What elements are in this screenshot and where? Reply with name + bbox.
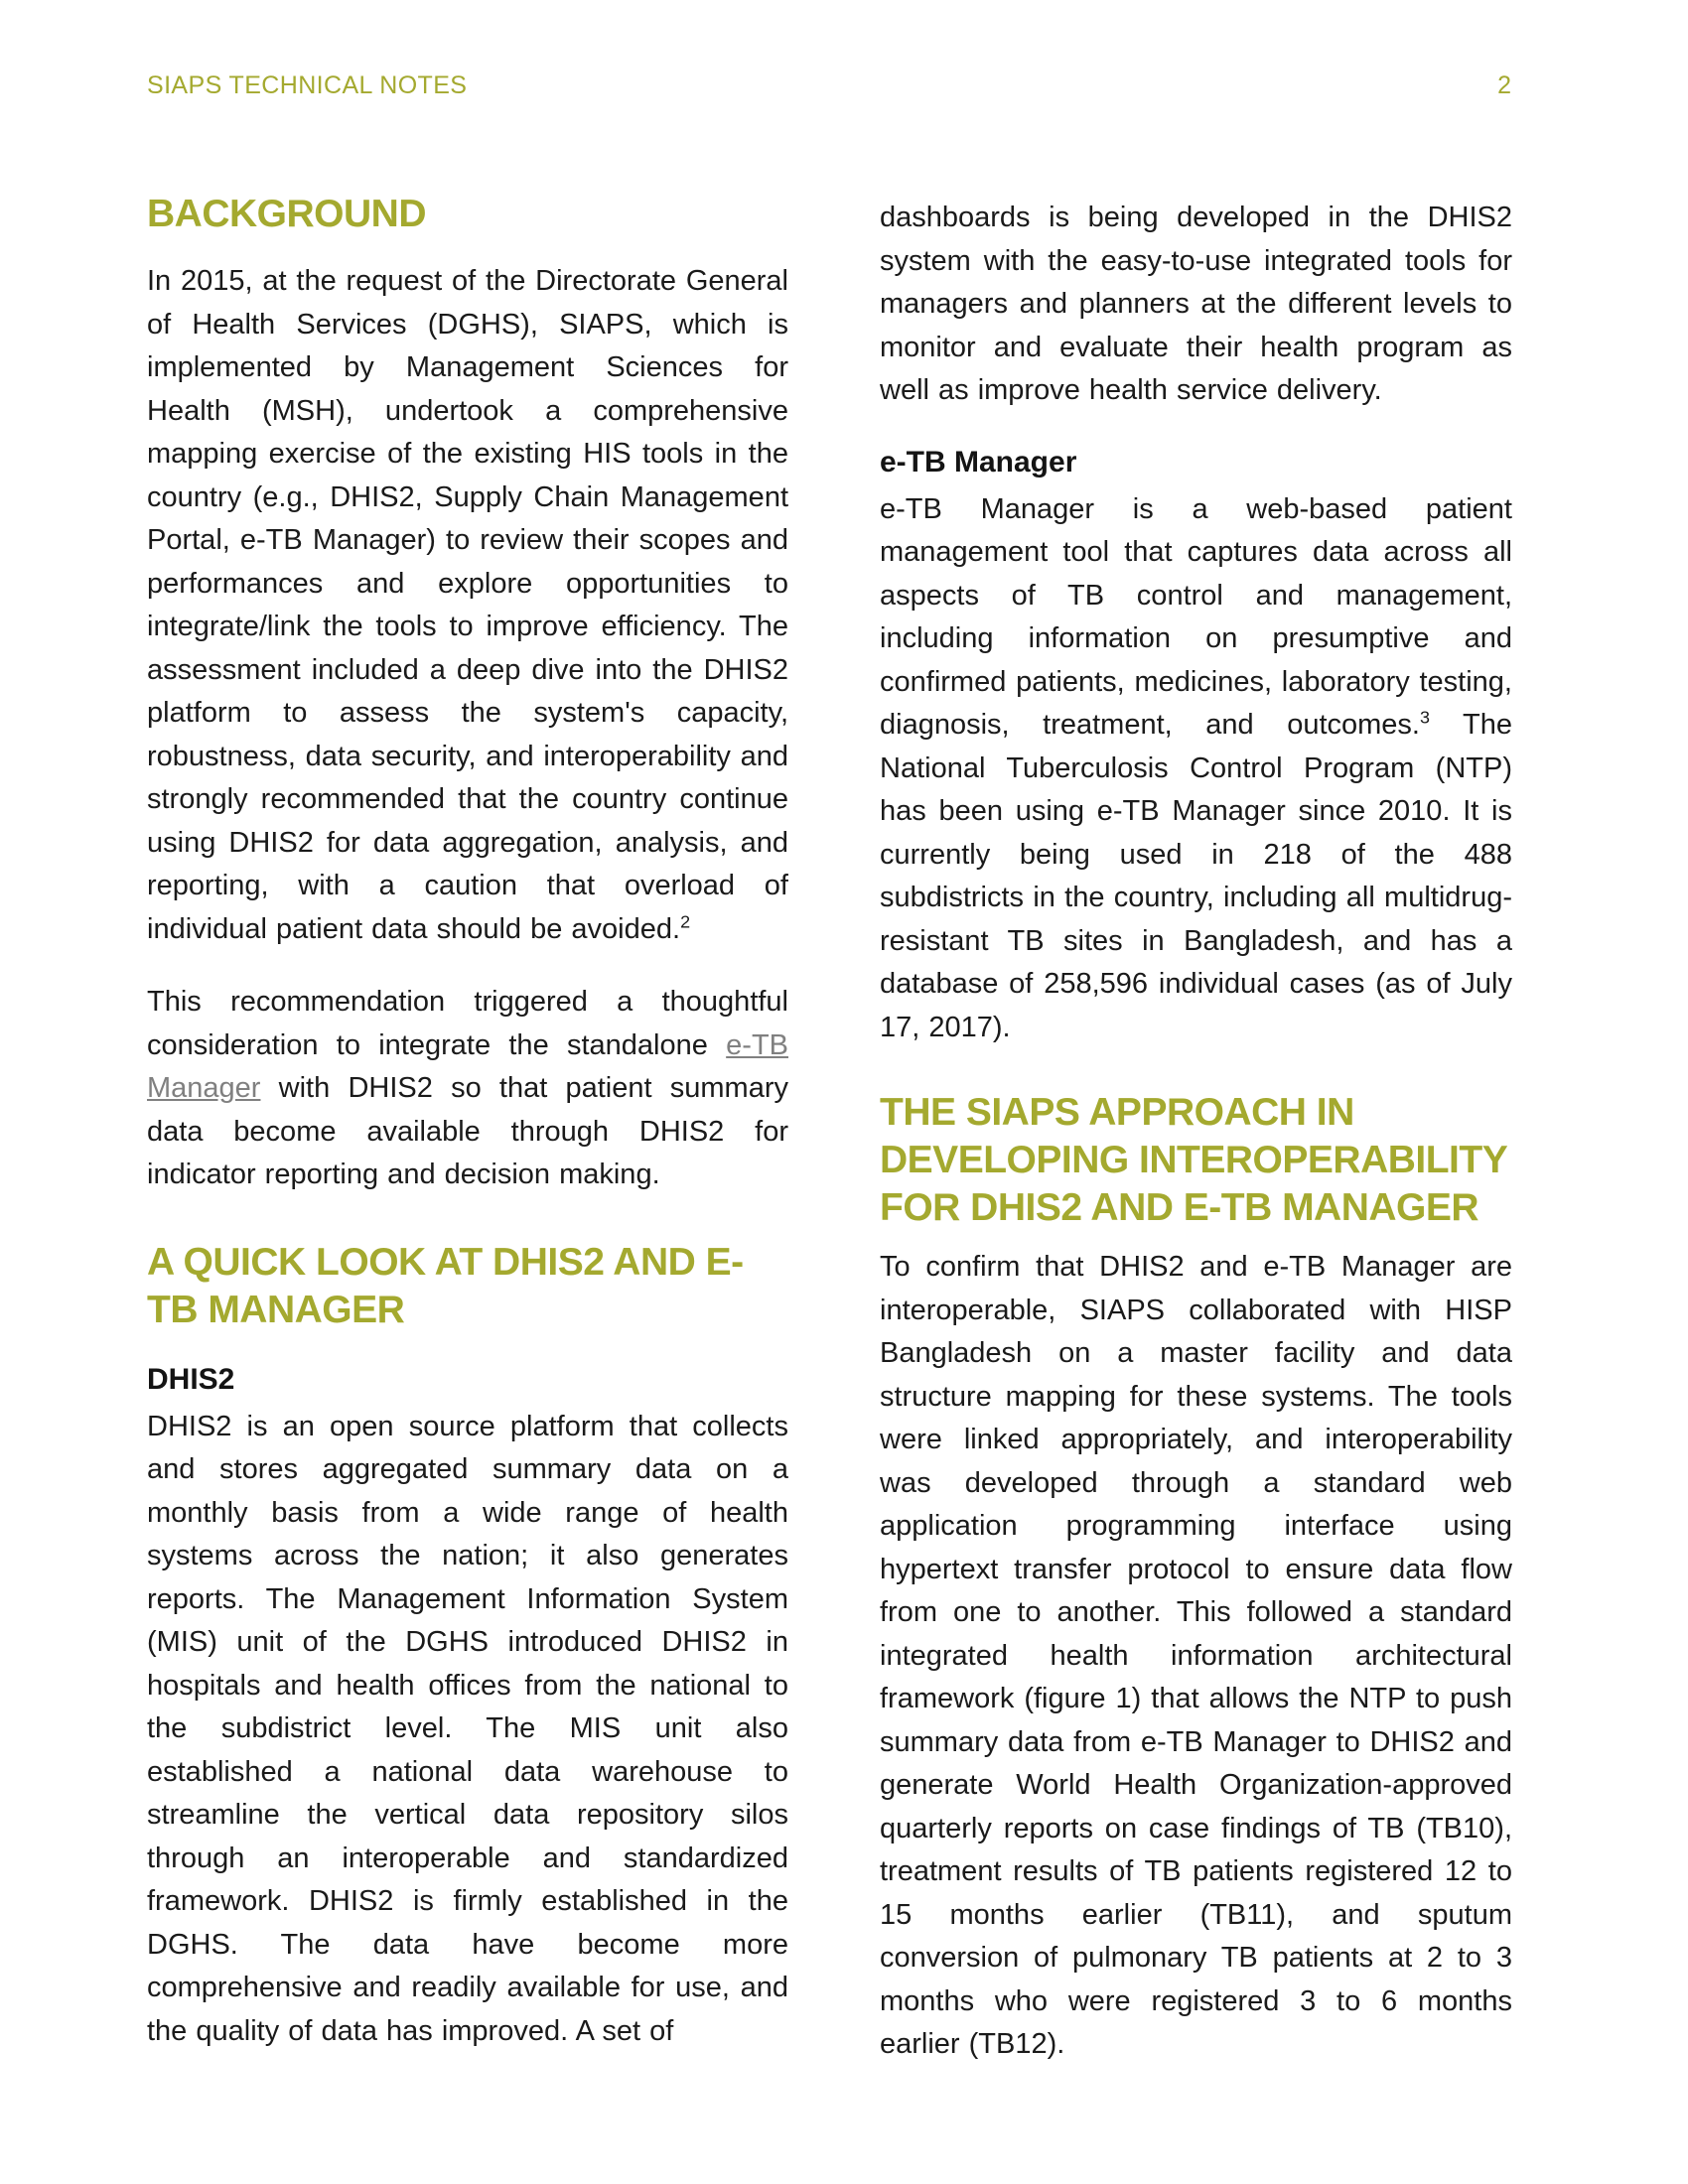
footnote-ref-2: 2 (680, 910, 691, 931)
paragraph-siaps-approach: To confirm that DHIS2 and e-TB Manager are interoperable, SIAPS collaborated with HISP Bangladesh on a master facility and data structure mapping for these systems. The tools were linked appropriately, and interoperability was developed through a standard web application programming interface using hypertext transfer protocol to ensure data flow from one to another. This followed a standard integrated health information architectural framework (figure 1) that allows the NTP to push summary data from e-TB Manager to DHIS2 and generate World Health Organization-approved quarterly reports on case findings of TB (TB10), treatment results of TB patients registered 12 to 15 months earlier (TB11), and sputum conversion of pulmonary TB patients at 2 to 3 months who were registered 3 to 6 months earlier (TB12). (880, 1251, 1512, 2060)
page-number: 2 (1497, 71, 1511, 99)
paragraph-background-1 (147, 260, 788, 951)
left-column (147, 191, 788, 2053)
section-heading-quick-look: A QUICK LOOK AT DHIS2 AND E-TB MANAGER (147, 1240, 744, 1331)
running-header-title: SIAPS TECHNICAL NOTES (147, 71, 468, 99)
subheading-dhis2: DHIS2 (147, 1362, 235, 1396)
paragraph-dashboards: dashboards is being developed in the DHIS2 system with the easy-to-use integrated tools for managers and planners at the different levels to monitor and evaluate their health program as well as improve health service delivery. (880, 202, 1512, 406)
paragraph-text: with DHIS2 so that patient summary data become available through DHIS2 for indicator reporting and decision making. (147, 1072, 788, 1190)
paragraph-background-2 (147, 981, 788, 1197)
footnote-ref-3: 3 (1419, 707, 1430, 728)
paragraph-etb-manager (880, 488, 1512, 1050)
section-heading-background: BACKGROUND (147, 193, 426, 235)
subheading-etb-manager: e-TB Manager (880, 445, 1077, 478)
page-header (147, 71, 1511, 100)
right-column (880, 191, 1512, 2067)
paragraph-text: In 2015, at the request of the Directorate General of Health Services (DGHS), SIAPS, which is implemented by Management Sciences for Health (MSH), undertook a comprehensive mapping exercise of the existing HIS tools in the country (e.g., DHIS2, Supply Chain Management Portal, e-TB Manager) to review their scopes and performances and explore opportunities to integrate/link the tools to improve efficiency. The assessment included a deep dive into the DHIS2 platform to assess the system's capacity, robustness, data security, and interoperability and strongly recommended that the country continue using DHIS2 for data aggregation, analysis, and reporting, with a caution that overload of individual patient data should be avoided. (147, 265, 788, 945)
paragraph-text: e-TB Manager is a web-based patient management tool that captures data across all aspects of TB control and management, including information on presumptive and confirmed patients, medicines, laboratory testing, diagnosis, treatment, and outcomes. (880, 492, 1512, 741)
paragraph-dhis2: DHIS2 is an open source platform that collects and stores aggregated summary data on a monthly basis from a wide range of health systems across the nation; it also generates reports. The Management Information System (MIS) unit of the DGHS introduced DHIS2 in hospitals and health offices from the national to the subdistrict level. The MIS unit also established a national data warehouse to streamline the vertical data repository silos through an interoperable and standardized framework. DHIS2 is firmly established in the DGHS. The data have become more comprehensive and readily available for use, and the quality of data has improved. A set of (147, 1410, 788, 2047)
paragraph-text: The National Tuberculosis Control Program (NTP) has been using e-TB Manager since 2010. It is currently being used in 218 of the 488 subdistricts in the country, including all multidrug-resistant TB sites in Bangladesh, and has a database of 258,596 individual cases (as of July 17, 2017). (880, 709, 1512, 1043)
etb-manager-link[interactable]: e-TB Manager (147, 1028, 788, 1104)
paragraph-text: This recommendation triggered a thoughtful consideration to integrate the standalone (147, 986, 788, 1061)
section-heading-siaps-approach: THE SIAPS APPROACH IN DEVELOPING INTEROPERABILITY FOR DHIS2 AND E-TB MANAGER (880, 1091, 1507, 1229)
